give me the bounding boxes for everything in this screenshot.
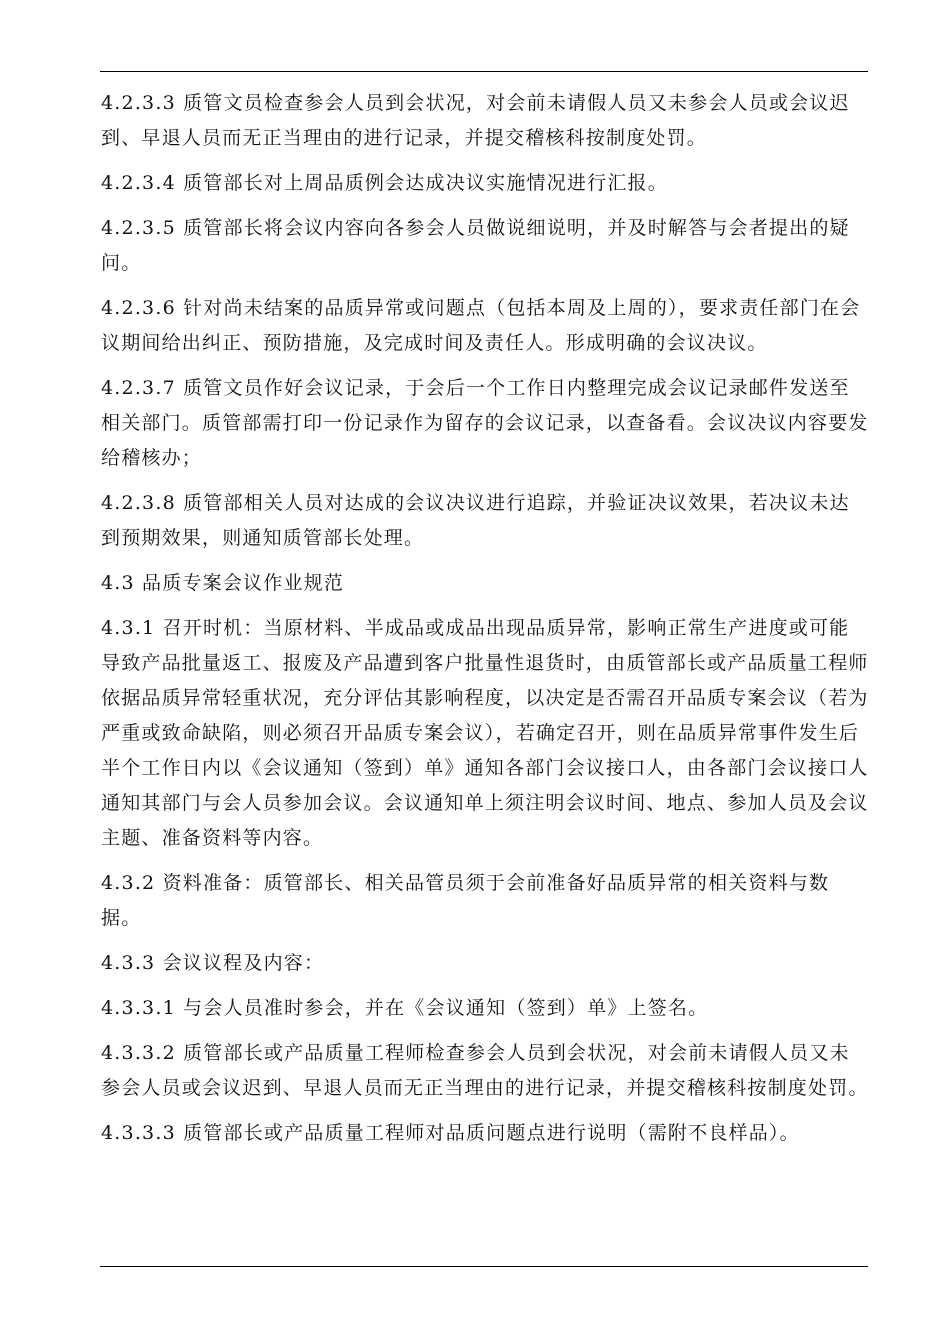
- paragraph-4-3-2: 4.3.2 资料准备：质管部长、相关品管员须于会前准备好品质异常的相关资料与数据。: [101, 872, 830, 929]
- subsection-heading-4-3-3: 4.3.3 会议议程及内容：: [101, 952, 325, 974]
- paragraph-4-3-3-3: 4.3.3.3 质管部长或产品质量工程师对品质问题点进行说明（需附不良样品）。: [101, 1122, 800, 1144]
- paragraph-4-3-1: 4.3.1 召开时机：当原材料、半成品或成品出现品质异常，影响正常生产进度或可能导致产品批量返工、报废及产品遭到客户批量性退货时，由质管部长或产品质量工程师依据品质异常轻重状况，充分评估其影响程度，以决定是否需召开品质专案会议（若为严重或致命缺陷，则必须召开品质专案会议），若确定召开，则在品质异常事件发生后半个工作日内以《会议通知（签到）单》通知各部门会议接口人，由各部门会议接口人通知其部门与会人员参加会议。会议通知单上须注明会议时间、地点、参加人员及会议主题、准备资料等内容。: [101, 617, 869, 849]
- paragraph-4-2-3-5: 4.2.3.5 质管部长将会议内容向各参会人员做说细说明，并及时解答与会者提出的疑问。: [101, 217, 850, 274]
- section-heading-4-3: 4.3 品质专案会议作业规范: [101, 572, 345, 594]
- paragraph-4-3-3-1: 4.3.3.1 与会人员准时参会，并在《会议通知（签到）单》上签名。: [101, 997, 709, 1019]
- paragraph-4-2-3-7: 4.2.3.7 质管文员作好会议记录，于会后一个工作日内整理完成会议记录邮件发送至相关部门。质管部需打印一份记录作为留存的会议记录，以查备看。会议决议内容要发给稽核办；: [101, 377, 869, 469]
- paragraph-4-2-3-6: 4.2.3.6 针对尚未结案的品质异常或问题点（包括本周及上周的），要求责任部门在会议期间给出纠正、预防措施，及完成时间及责任人。形成明确的会议决议。: [101, 297, 861, 354]
- paragraph-4-2-3-8: 4.2.3.8 质管部相关人员对达成的会议决议进行追踪，并验证决议效果，若决议未达到预期效果，则通知质管部长处理。: [101, 492, 850, 549]
- document-body: [101, 86, 869, 1161]
- header-rule: [100, 71, 868, 72]
- footer-rule: [100, 1266, 868, 1267]
- paragraph-4-3-3-2: 4.3.3.2 质管部长或产品质量工程师检查参会人员到会状况，对会前未请假人员又未参会人员或会议迟到、早退人员而无正当理由的进行记录，并提交稽核科按制度处罚。: [101, 1042, 869, 1099]
- paragraph-4-2-3-3: 4.2.3.3 质管文员检查参会人员到会状况，对会前未请假人员又未参会人员或会议迟到、早退人员而无正当理由的进行记录，并提交稽核科按制度处罚。: [101, 92, 850, 149]
- paragraph-4-2-3-4: 4.2.3.4 质管部长对上周品质例会达成决议实施情况进行汇报。: [101, 172, 668, 194]
